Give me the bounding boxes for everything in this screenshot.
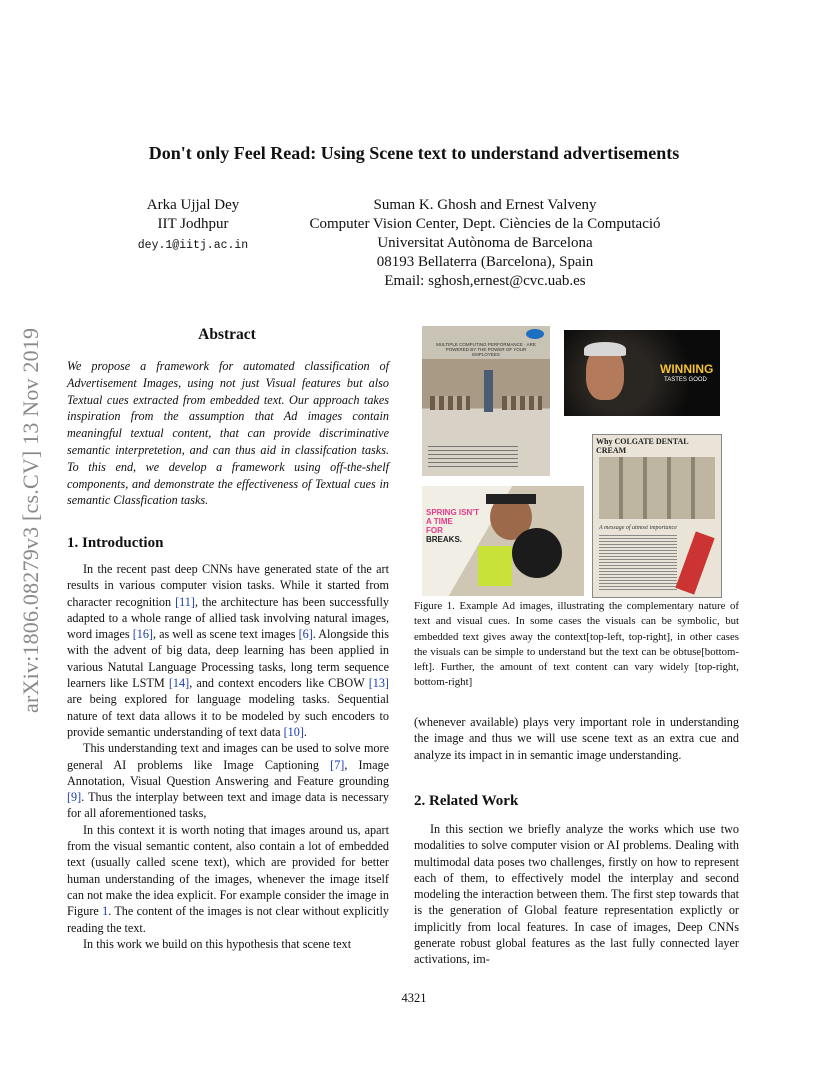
citation-link[interactable]: [16] <box>132 627 153 642</box>
ad-text-line: BREAKS. <box>426 535 463 544</box>
abstract-heading: Abstract <box>198 326 256 343</box>
paper-title: Don't only Feel Read: Using Scene text to understand advertisements <box>148 143 680 163</box>
page-number: 4321 <box>401 991 427 1005</box>
paragraph: This understanding text and images can be used to solve more general AI problems like Image Captioning [7], Image Annotation, Visual Question Answering and Feature grounding [9]. Thus the interplay between text and image data is necessary for all aforementioned tasks, <box>67 741 389 821</box>
introduction-body <box>67 561 389 952</box>
author-affiliation: IIT Jodhpur <box>157 216 229 232</box>
citation-link[interactable]: [14] <box>168 676 190 691</box>
toothpaste-tube-icon <box>675 531 714 594</box>
paragraph: In this section we briefly analyze the works which use two modalities to solve computer vision or AI problems. Dealing with multimodal data poses two challenges, firstly on how to represent each of them, to effectively model the interplay and second modeling the interaction between them. The first step towards that is the generation of Global feature representation explictly or implicitly from local features. In case of images, Deep CNNs generate robust global features as the last fully connected layer activations, im- <box>414 822 739 967</box>
paragraph: In the recent past deep CNNs have generated state of the art results in various computer vision tasks. While it started from character recognition [11], the architecture has been successfully adapted to a whole range of allied task involving natural images, word images [16], as well as scene text images [6]. Alongside this with the advent of big data, deep learning has been applied in various Natutal Language Processing tasks, long term sequence learners like LSTM [14], and context encoders like CBOW [13] are being explored for language modeling tasks. Sequential nature of text data allows it to be modeled by such encoders to provide semantic understanding of text data [10]. <box>67 562 389 739</box>
section-heading-related-work: 2. Related Work <box>414 793 519 809</box>
figure-reference-link[interactable]: 1 <box>102 904 109 919</box>
ad-subheadline: A message of utmost importance <box>599 525 677 531</box>
author-name: Suman K. Ghosh and Ernest Valveny <box>373 197 597 213</box>
author-email: Email: sghosh,ernest@cvc.uab.es <box>384 273 586 289</box>
author-block-2 <box>285 196 685 291</box>
right-column-continuation <box>414 714 739 763</box>
ad-image-bottom-left <box>422 486 584 596</box>
abstract-text: We propose a framework for automated classification of Advertisement Images, using not just Visual features but also Textual cues extracted from embedded text. Our approach takes inspiration from the assumption that Ad images contain meaningful textual content, that can provide discriminative semantic interpretetion, and can thus aid in classifcation tasks. To this end, we develop a framework using off-the-shelf components, and demonstrate the effectiveness of Textual cues in semantic Classfication tasks. <box>67 359 389 508</box>
brand-logo-icon <box>526 329 544 339</box>
paragraph: In this context it is worth noting that images around us, apart from the visual semantic content, also contain a lot of embedded text (usually called scene text), which are provided for better human understanding of the images, whenever the image itself can not make the idea explicit. For example consider the image in Figure 1. The content of the images is not clear without explicitly reading the text. <box>67 822 390 935</box>
person-figure <box>484 370 493 412</box>
ad-image-top-right <box>564 330 720 416</box>
citation-link[interactable]: [9] <box>67 790 82 805</box>
paragraph: (whenever available) plays very important role in understanding the image and thus we will use scene text as an extra cue and analyze its impact in in semantic image understanding. <box>414 715 739 762</box>
citation-link[interactable]: [6] <box>298 627 313 642</box>
author-email: dey.1@iitj.ac.in <box>137 239 249 252</box>
citation-link[interactable]: [11] <box>175 594 195 609</box>
ad-image-top-left <box>422 326 550 476</box>
author-affiliation: Universitat Autònoma de Barcelona <box>377 235 593 251</box>
ad-headline: WINNING <box>660 362 714 376</box>
author-affiliation: Computer Vision Center, Dept. Ciències de la Computació <box>309 216 661 232</box>
ad-text-line: A TIME <box>426 517 453 526</box>
ad-text-line: FOR <box>426 526 443 535</box>
author-affiliation: 08193 Bellaterra (Barcelona), Spain <box>376 254 594 270</box>
medicine-ball <box>512 528 562 578</box>
figure-1-caption: Figure 1. Example Ad images, illustrating the complementary nature of text and visual cues. In some cases the visuals can be symbolic, but embedded text gives away the context[top-left, top-right], in other cases the visuals can be simple to understand but the text can be obtuse[bottom-left]. Further, the amount of text content can vary widely [top-right, bottom-right] <box>414 600 739 689</box>
citation-link[interactable]: [13] <box>368 676 389 691</box>
citation-link[interactable]: [10] <box>283 724 304 739</box>
ad-image-bottom-right <box>592 434 722 598</box>
ad-photo <box>599 457 715 519</box>
ad-text-line: SPRING ISN'T <box>426 508 480 517</box>
section-heading-introduction: 1. Introduction <box>67 535 164 551</box>
ad-headline: MULTIPLE COMPUTING PERFORMANCE · ARE POWERED BY THE POWER OF YOUR EMPLOYEES <box>436 342 536 357</box>
arxiv-identifier[interactable]: arXiv:1806.08279v3 [cs.CV] 13 Nov 2019 <box>18 327 43 713</box>
author-name: Arka Ujjal Dey <box>146 197 240 213</box>
ad-tagline: TASTES GOOD <box>664 377 707 383</box>
related-work-body <box>414 821 739 968</box>
author-block-1 <box>118 196 268 255</box>
ad-headline: Why COLGATE DENTAL CREAM <box>596 437 689 455</box>
citation-link[interactable]: [7] <box>330 757 345 772</box>
paragraph: In this work we build on this hypothesis that scene text <box>83 936 352 951</box>
figure-1 <box>422 326 722 596</box>
